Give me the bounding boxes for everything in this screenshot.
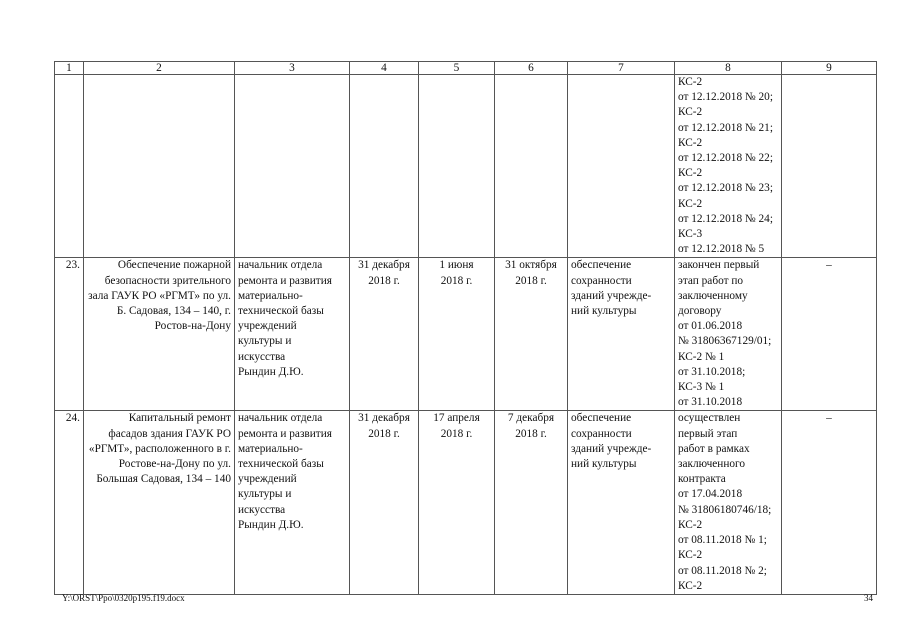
col-header-8: 8 [675,62,782,75]
cell-empty [419,75,495,258]
col-header-1: 1 [55,62,84,75]
cell-deadline: 31 декабря 2018 г. [350,258,419,411]
cell-empty [235,75,350,258]
cell-start-date: 17 апреля 2018 г. [419,411,495,594]
col-header-9: 9 [782,62,877,75]
col-header-4: 4 [350,62,419,75]
table-row-continued [55,75,877,258]
cell-deadline: 31 декабря 2018 г. [350,411,419,594]
cell-note: – [782,411,877,594]
cell-status-continued: КС-2 от 12.12.2018 № 20; КС-2 от 12.12.2018 № 21; КС-2 от 12.12.2018 № 22; КС-2 от 12.12.2018 № 23; КС-2 от 12.12.2018 № 24; КС-3 от 12.12.2018 № 5 [675,75,782,258]
col-header-3: 3 [235,62,350,75]
col-header-5: 5 [419,62,495,75]
cell-number: 23. [55,258,84,411]
cell-responsible: начальник отдела ремонта и развития материально- технической базы учреждений культуры и искусства Рындин Д.Ю. [235,411,350,594]
cell-end-date: 7 декабря 2018 г. [495,411,568,594]
cell-number: 24. [55,411,84,594]
cell-empty [55,75,84,258]
col-header-6: 6 [495,62,568,75]
cell-empty [568,75,675,258]
column-number-row [55,62,877,75]
cell-note: – [782,258,877,411]
cell-event-name: Капитальный ремонт фасадов здания ГАУК РО «РГМТ», расположенного в г. Ростове-на-Дону по ул. Большая Садовая, 134 – 140 [84,411,235,594]
cell-result: обеспечение сохранности зданий учрежде- ний культуры [568,411,675,594]
footer-file-path: Y:\ORST\Ppo\0320p195.f19.docx [62,593,185,603]
cell-result: обеспечение сохранности зданий учрежде- ний культуры [568,258,675,411]
cell-status: закончен первый этап работ по заключенному договору от 01.06.2018 № 31806367129/01; КС-2 № 1 от 31.10.2018; КС-3 № 1 от 31.10.2018 [675,258,782,411]
col-header-7: 7 [568,62,675,75]
col-header-2: 2 [84,62,235,75]
footer-page-number: 34 [864,593,873,603]
cell-empty [350,75,419,258]
cell-empty [84,75,235,258]
cell-status: осуществлен первый этап работ в рамках заключенного контракта от 17.04.2018 № 31806180746/18; КС-2 от 08.11.2018 № 1; КС-2 от 08.11.2018 № 2; КС-2 [675,411,782,594]
cell-empty [782,75,877,258]
table-row [55,411,877,594]
cell-start-date: 1 июня 2018 г. [419,258,495,411]
table-row [55,258,877,411]
cell-end-date: 31 октября 2018 г. [495,258,568,411]
cell-event-name: Обеспечение пожарной безопасности зрительного зала ГАУК РО «РГМТ» по ул. Б. Садовая, 134 – 140, г. Ростов-на-Дону [84,258,235,411]
cell-responsible: начальник отдела ремонта и развития материально- технической базы учреждений культуры и искусства Рындин Д.Ю. [235,258,350,411]
report-table [54,61,877,595]
cell-empty [495,75,568,258]
